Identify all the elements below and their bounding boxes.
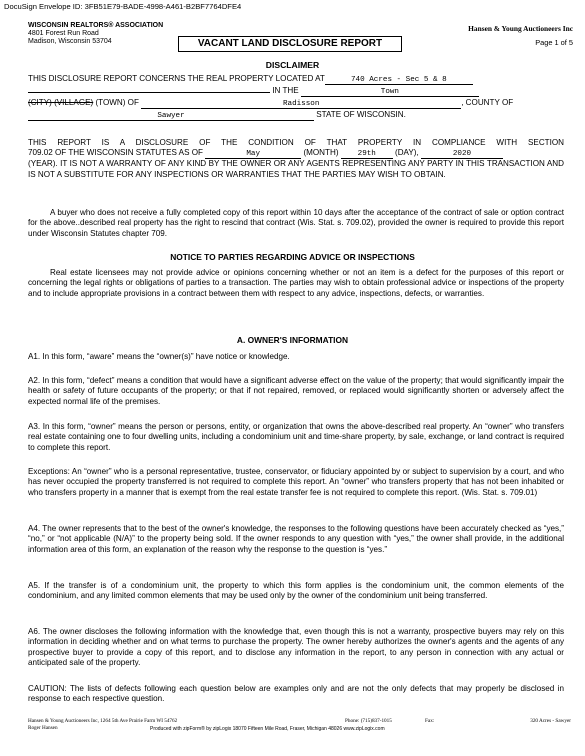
org-name: WISCONSIN REALTORS® ASSOCIATION [28,22,164,29]
month-field[interactable]: May [205,150,301,159]
section-a3: A3. In this form, “owner” means the person or persons, entity, or organization that owns the above-described real property. An “owner” who transfers real estate containing one to four dwelling units, including a condominium unit and time-share property, by sale, exchange, or land contract is required to complete this report. [28,422,564,452]
section-a4: A4. The owner represents that to the best of the owner's knowledge, the responses to the following questions have been accurately checked as “yes,” “no,” or “not applicable (N/A)” to the property being sold. If the owner responds to any question with “yes,” the owner shall provide, in the additional information area of this form, an explanation of the reason why the response to the question is “yes.” [28,524,564,554]
notice-heading: NOTICE TO PARTIES REGARDING ADVICE OR INSPECTIONS [170,252,415,262]
state-label: STATE OF WISCONSIN. [316,110,406,119]
day-field[interactable]: 29th [341,150,393,159]
footer-fax: Fax: [425,718,435,724]
footer-phone: Phone: (715)837-1015 [345,718,392,724]
org-block [28,22,163,46]
report-line-1: THIS REPORT IS A DISCLOSURE OF THE CONDITION OF THAT PROPERTY IN COMPLIANCE WITH SECTION [28,138,564,147]
company-name: Hansen & Young Auctioneers Inc [468,24,573,33]
section-a6: A6. The owner discloses the following information with the knowledge that, even though this is not a warranty, prospective buyers may rely on this information in deciding whether and on what terms to purchase the property. The owner hereby authorizes the owner's agents and the agents of any prospective buyer to provide a copy of this report, and to disclose any information in the report, to any person in connection with any actual or anticipated sale of the property. [28,627,564,668]
in-the-label: IN THE [272,86,299,95]
envelope-id: DocuSign Envelope ID: 3FB51E79-BADE-4998-A461-B2BF7764DFE4 [4,2,242,11]
town-of-label: (TOWN) OF [95,98,139,107]
property-line-1 [28,74,473,85]
property-line-4 [28,110,406,121]
report-date-prefix: 709.02 OF THE WISCONSIN STATUTES AS OF [28,148,203,158]
footer-file-name: 320 Acres - Sawyer [530,718,571,724]
exceptions-paragraph: Exceptions: An “owner” who is a personal representative, trustee, conservator, or fiduciary appointed by or subject to supervision by a court, and who has never occupied the property transferred is not required to complete this report. An “owner” who transfers property that has not been inhabited or who transfers property in a manner that is exempt from the real estate transfer fee is not required to complete this report. (Wis. Stat. s. 709.01) [28,467,564,497]
county-name-field[interactable]: Sawyer [28,112,314,121]
county-of-label: , COUNTY OF [461,98,514,107]
report-paragraph [28,138,564,180]
month-label: (MONTH) [303,148,339,158]
caution-paragraph: CAUTION: The lists of defects following each question below are examples only and are not the only defects that may properly be disclosed in response to each respective question. [28,684,564,704]
footer-produced-by: Produced with zipForm® by zipLogix 18070 Fifteen Mile Road, Fraser, Michigan 48026 www.zipLogix.com [150,726,385,732]
town-name-field[interactable]: Radisson [141,100,461,109]
section-a5: A5. If the transfer is of a condominium unit, the property to which this form applies is the condominium unit, the common elements of the condominium, and any limited common elements that may be used only by the owner of the condominium unit being transferred. [28,581,564,601]
property-line-3 [28,98,513,109]
org-address-2: Madison, Wisconsin 53704 [28,38,112,45]
notice-paragraph: Real estate licensees may not provide advice or opinions concerning whether or not an item is a defect for the purposes of this report or concerning the legal rights or obligations of parties to a transaction. The parties may wish to obtain professional advice or inspections of the property and to include appropriate provisions in a contract between them with respect to any advice, inspections, defects, or warranties. [28,268,564,298]
year-field[interactable]: 2020 [421,150,503,159]
section-a2: A2. In this form, “defect” means a condition that would have a significant adverse effect on the value of the property; that would significantly impair the health or safety of future occupants of the property; or that if not repaired, removed, or replaced would significantly shorten or adversely affect the expected normal life of the premises. [28,376,564,406]
property-location-field[interactable]: 740 Acres - Sec 5 & 8 [325,76,473,85]
property-line-2 [28,86,479,97]
section-a1: A1. In this form, “aware” means the “owner(s)” have notice or knowledge. [28,352,290,361]
document-title: VACANT LAND DISCLOSURE REPORT [178,36,402,52]
report-rest: (YEAR). IT IS NOT A WARRANTY OF ANY KIND BY THE OWNER OR ANY AGENTS REPRESENTING ANY PARTY IN THIS TRANSACTION AND IS NOT A SUBSTITUTE FOR ANY INSPECTIONS OR WARRANTIES THAT THE PARTIES MAY WISH TO OBTAIN. [28,159,564,179]
property-location-field-2[interactable] [28,92,270,93]
footer-agency-address: Hansen & Young Auctioneers Inc, 1264 5th Ave Prairie Farm WI 54762 [28,718,178,724]
footer-agent-name: Roger Hansen [28,725,58,731]
disclaimer-heading: DISCLAIMER [265,60,320,70]
owner-info-heading: A. OWNER'S INFORMATION [236,335,349,345]
day-label: (DAY), [395,148,419,158]
city-village-struck: (CITY) (VILLAGE) [28,98,94,107]
property-prefix: THIS DISCLOSURE REPORT CONCERNS THE REAL PROPERTY LOCATED AT [28,74,325,83]
report-line-2 [28,148,564,159]
org-address-1: 4801 Forest Run Road [28,30,99,37]
page-number: Page 1 of 5 [535,38,573,47]
municipality-type-field[interactable]: Town [301,88,479,97]
buyer-paragraph: A buyer who does not receive a fully completed copy of this report within 10 days after the acceptance of the contract of sale or option contract for the above..described real property has the right to rescind that contract (Wis. Stat. s. 709.02), provided the owner is required to provide this report under Wisconsin Statutes chapter 709. [28,208,564,238]
